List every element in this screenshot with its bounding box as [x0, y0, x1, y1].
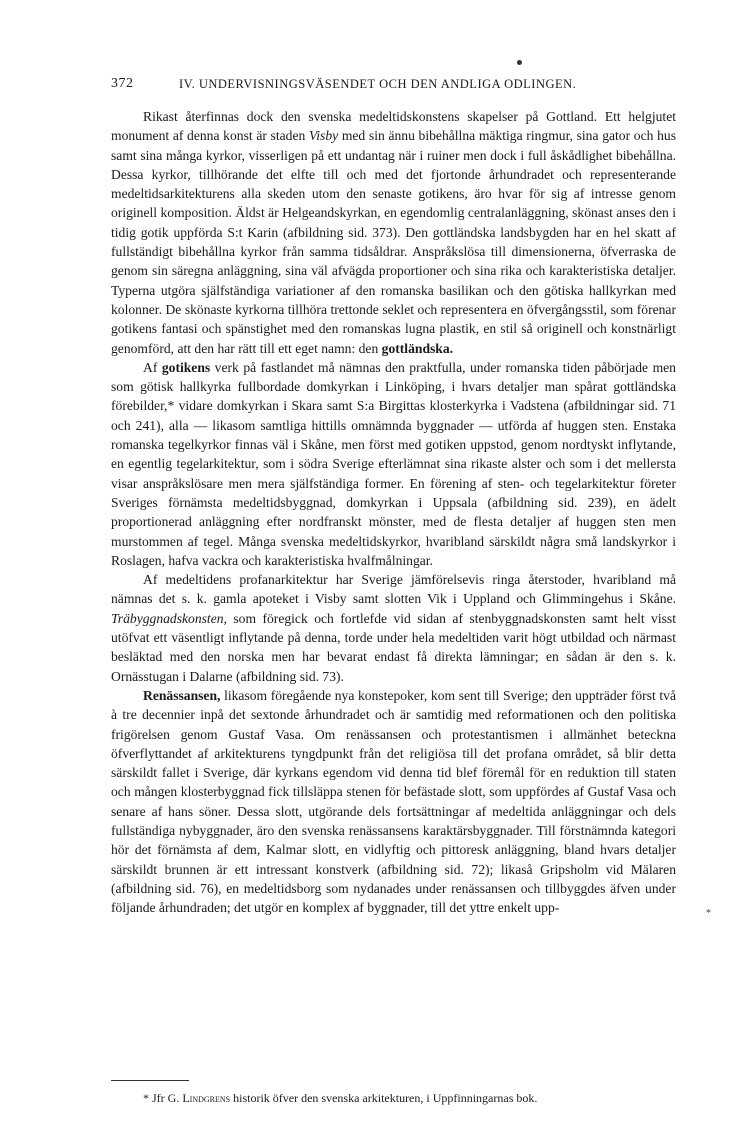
text-run: historik öfver den svenska arkitekturen, i Uppfinningarnas bok. — [230, 1091, 538, 1105]
text-run: som föregick och fortlefde vid sidan af stenbyggnadskonsten samt helt visst utöfvat ett väsentligt inflytande på denna, torde under hela medeltiden varit högt utbildad och närmast besläktad med den norska men har bevarat endast få direkta lämningar; en sådan är den s. k. Ornässtugan i Dalarne (afbildning sid. 73). — [111, 610, 676, 684]
text-run: likasom föregående nya konstepoker, kom sent till Sverige; den uppträder först två à tre decennier inpå det sextonde århundradet och är samtidig med reformationen och den politiska frigörelsen genom Gustaf Vasa. Om renässansen och protestantismen i allmänhet beteckna öfverflyttandet af arkitekturens tyngdpunkt från det religiösa till det profana området, så blir detta särskildt fallet i Sverige, där kyrkans egendom vid denna tid blef föremål för en reduktion till staten och mången klosterbyggnad fick tillsläppa stenen för befästade slott, som uppfördes af Gustaf Vasa och senare af hans söner. Dessa slott, utgörande dels fortsättningar af medeltida anläggningar och dels fullständiga nybyggnader, äro den svenska renässansens karaktärsbyggnader. Till förstnämnda kategori hör det förnämsta af dem, Kalmar slott, en vidlyftig och pittoresk anläggning, bland hvars detaljer särskildt brunnen är ett intressant konstverk (afbildning sid. 72); likaså Gripsholm vid Mälaren (afbildning sid. 76), en medeltidsborg som nydanades under renässansen och tillbyggdes äfven under följande århundraden; det utgör en komplex af byggnader, till det yttre enkelt upp- — [111, 687, 676, 916]
page-number: 372 — [111, 76, 134, 91]
text-run: med sin ännu bibehållna mäktiga ringmur, sina gator och hus samt sina många kyrkor, visserligen på ett undantag när i ruiner men dock i full åskådlighet bibehållna. Dessa kyrkor, tillhörande det elfte till och med det fjortonde århundradet och representerande medeltidsarkitekturens alla skeden utom den senaste gotikens, äro hvar för sig af intresse genom originell komposition. Äldst är Helgeandskyrkan, en egendomlig centralanläggning, skönast anses den i tidig gotik uppförda S:t Karin (afbildning sid. 373). Den gottländska landsbygden har en hel skatt af fullständigt bibehållna kyrkor från samma tidsåldrar. Anspråkslösa till dimensionerna, öfverraska de genom sin säregna anläggning, sina väl afvägda proportioner och sina rika och karakteristiska detaljer. Typerna utgöra själfständiga variationer af den romanska basilikan och den götiska hallkyrkan med kolonner. De skönaste kyrkorna tillhöra trettonde seklet och representera en öfvergångsstil, som förenar gotikens fantasi och spänstighet med den romanskas lugna plastik, en stil så originell och konstnärligt genomförd, att den har rätt till ett eget namn: den — [111, 128, 676, 356]
text-run: Rikast återfinnas dock den svenska medeltidskonstens skapelser på Gottland. Ett helgjutet monument af denna konst är staden — [111, 109, 676, 144]
ink-dot — [517, 60, 522, 65]
bold-term-renassansen: Renässansen, — [143, 687, 221, 703]
main-text — [111, 107, 676, 917]
italic-term-trabyggnadskonsten: Träbyggnadskonsten, — [111, 610, 227, 626]
text-run: verk på fastlandet må nämnas den praktfulla, under romanska tiden påbörjade men som götisk hallkyrka fullbordade domkyrkan i Linköping, i hvars detaljer man spårat gottländska förebilder,* vidare domkyrkan i Skara samt S:a Birgittas klosterkyrka i Vadstena (afbildningar sid. 71 och 241), alla — likasom samtliga hittills omnämnda byggnader — utförda af huggen sten. Enstaka romanska tegelkyrkor finnas väl i Skåne, men först med gotiken uppstod, genom nordtyskt inflytande, en egentlig tegelarkitektur, som i södra Sverige efterlämnat sina rikaste alster och som i det mellersta visar anspråkslösare men mera själfständiga former. En förening af sten- och tegelarkitektur företer Sveriges förnämsta medeltidsbyggnad, domkyrkan i Uppsala (afbildning sid. 239), en ädelt proportionerad anläggning efter nordfranskt mönster, med de flesta detaljer af huggen sten men murstommen af tegel. Många svenska medeltidskyrkor, hvaribland särskildt några små landskyrkor i Roslagen, hafva vackra och karakteristiska hvalfmålningar. — [111, 359, 676, 568]
paragraph-gottland — [111, 107, 676, 358]
bold-term-gottlandska: gottländska. — [381, 340, 454, 356]
running-title: IV. UNDERVISNINGSVÄSENDET OCH DEN ANDLIGA ODLINGEN. — [179, 77, 577, 91]
footnote — [111, 1090, 676, 1106]
paragraph-profanarkitektur — [111, 570, 676, 686]
margin-asterisk: * — [706, 908, 711, 919]
footnote-divider — [111, 1080, 189, 1081]
paragraph-renassansen — [111, 686, 676, 918]
text-run: * Jfr G. — [143, 1091, 183, 1105]
author-name: Lindgrens — [182, 1091, 231, 1105]
bold-term-gotikens: gotikens — [161, 359, 211, 375]
running-header — [111, 76, 676, 96]
italic-term-visby: Visby — [308, 128, 339, 144]
text-run: Af — [143, 359, 162, 375]
paragraph-gotiken — [111, 358, 676, 570]
text-run: Af medeltidens profanarkitektur har Sverige jämförelsevis ringa återstoder, hvaribland må nämnas det s. k. gamla apoteket i Visby samt slotten Vik i Uppland och Glimmingehus i Skåne. — [111, 572, 676, 607]
